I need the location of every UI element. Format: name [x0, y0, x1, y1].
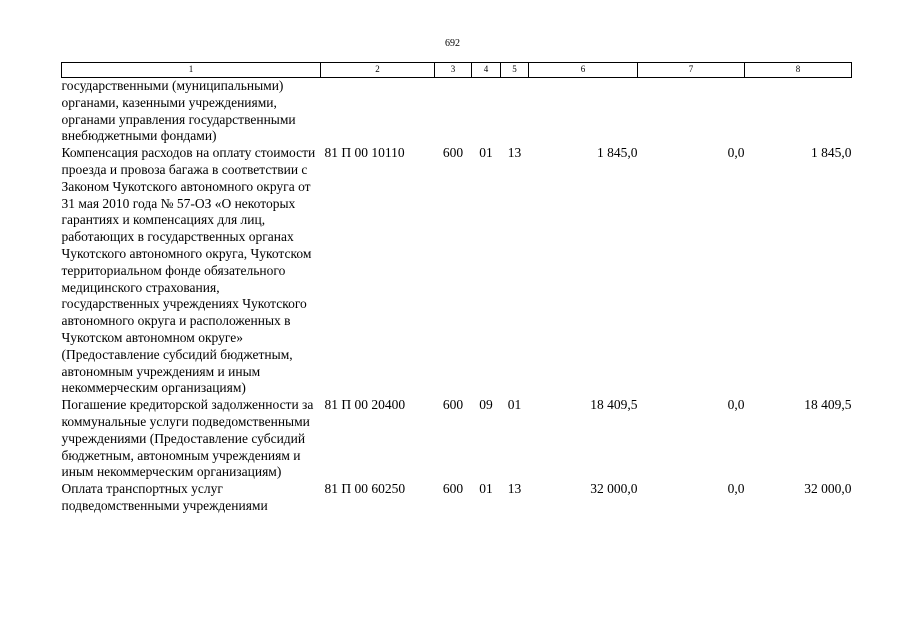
row-name: Компенсация расходов на оплату стоимости проезда и провоза багажа в соответствии с Законом Чукотского автономного округа от 31 мая 2010 года № 57-ОЗ «О некоторых гарантиях и компенсациях для лиц, работающих в государственных органах Чукотского автономного округа, Чукотском территориальном фонде обязательного медицинского страхования, государственных учреждениях Чукотского автономного округа и расположенных в Чукотском автономном округе» (Предоставление субсидий бюджетным, автономным учреждениям и иным некоммерческим организациям)	[61, 145, 316, 396]
table-row	[62, 78, 852, 146]
table-row	[62, 481, 852, 515]
column-header-2: 2	[321, 63, 435, 78]
header-row	[62, 63, 852, 78]
row-col-4: 09	[479, 397, 493, 413]
row-col-8: 32 000,0	[804, 481, 852, 497]
row-col-8: 18 409,5	[804, 397, 852, 413]
column-header-7: 7	[638, 63, 745, 78]
row-col-3	[435, 78, 472, 146]
row-col-6: 32 000,0	[590, 481, 638, 497]
row-name: государственными (муниципальными) органами, казенными учреждениями, органами управления государственными внебюджетными фондами)	[61, 78, 296, 144]
column-header-8: 8	[745, 63, 852, 78]
row-code	[321, 78, 435, 146]
row-col-6	[529, 78, 638, 146]
row-col-8	[745, 78, 852, 146]
row-col-8: 1 845,0	[811, 145, 852, 161]
column-header-5: 5	[501, 63, 529, 78]
row-col-3: 600	[442, 145, 464, 161]
row-code: 81 П 00 20400	[324, 397, 406, 413]
column-header-1: 1	[62, 63, 321, 78]
row-col-4: 01	[479, 145, 493, 161]
row-col-5	[501, 78, 529, 146]
page-number: 692	[445, 38, 460, 49]
row-col-5: 01	[507, 397, 522, 413]
table-row	[62, 145, 852, 397]
row-col-7: 0,0	[727, 397, 745, 413]
row-col-7: 0,0	[727, 481, 745, 497]
row-col-7: 0,0	[727, 145, 745, 161]
row-col-7	[638, 78, 745, 146]
row-col-5: 13	[507, 481, 522, 497]
row-col-5: 13	[507, 145, 522, 161]
budget-table	[61, 62, 852, 515]
column-header-3: 3	[435, 63, 472, 78]
row-code: 81 П 00 10110	[324, 145, 405, 161]
table-body	[62, 78, 852, 515]
row-col-4: 01	[479, 481, 493, 497]
table-row	[62, 397, 852, 481]
row-col-3: 600	[442, 397, 464, 413]
row-name: Погашение кредиторской задолженности за коммунальные услуги подведомственными учреждениями (Предоставление субсидий бюджетным, автономным учреждениям и иным некоммерческим организациям)	[61, 397, 314, 480]
column-header-4: 4	[472, 63, 501, 78]
table-header	[62, 63, 852, 78]
row-code: 81 П 00 60250	[324, 481, 406, 497]
column-header-6: 6	[529, 63, 638, 78]
row-col-3: 600	[442, 481, 464, 497]
row-name: Оплата транспортных услуг подведомственными учреждениями	[61, 481, 268, 513]
row-col-4	[472, 78, 501, 146]
row-col-6: 18 409,5	[590, 397, 638, 413]
row-col-6: 1 845,0	[597, 145, 638, 161]
